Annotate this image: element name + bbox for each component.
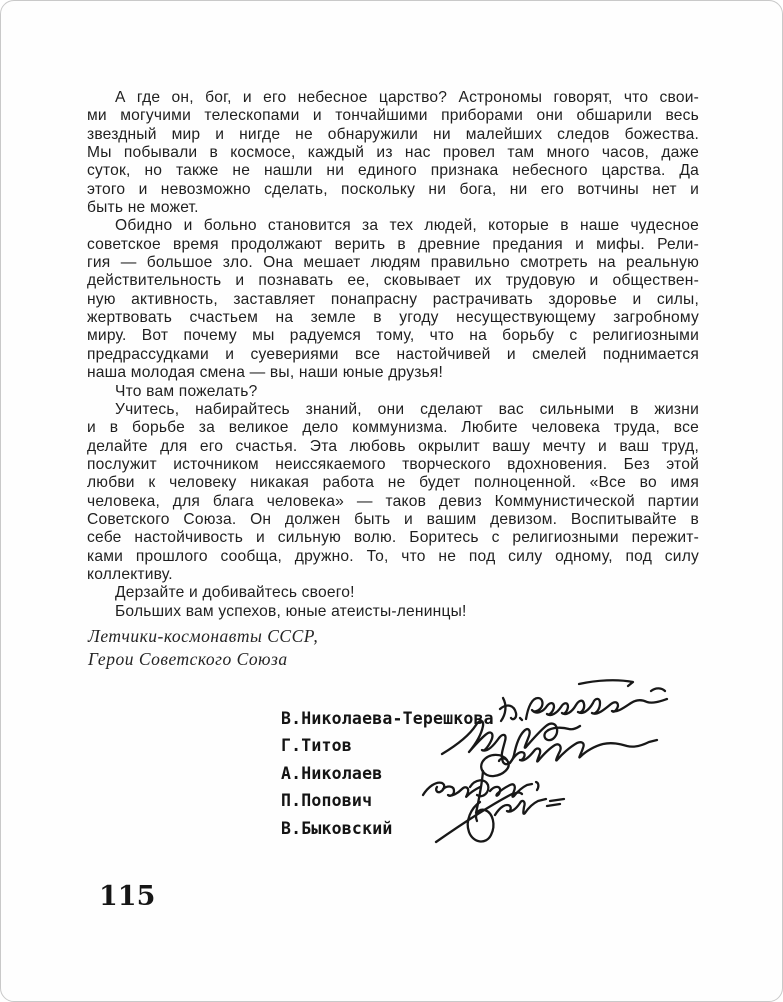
handwritten-signatures [419, 674, 709, 879]
text-line: советское время продолжают верить в древние предания и мифы. Рели- [87, 235, 699, 253]
signatory-name: А.Николаев [281, 763, 383, 783]
text-line: послужит источником неиссякаемого творческого вдохновения. Без этой [87, 455, 699, 473]
text-line: А где он, бог, и его небесное царство? Астрономы говорят, что свои- [115, 89, 699, 106]
text-line: любви к человеку никакая работа не будет полноценной. «Все во имя [87, 474, 699, 492]
text-line: гия — большое зло. Она мешает людям правильно смотреть на реальную [87, 254, 699, 272]
paragraph [87, 401, 699, 584]
body-text [87, 89, 699, 621]
text-line: быть не может. [87, 199, 199, 217]
paragraph [87, 603, 699, 621]
signatory-name: В.Быковский [281, 818, 393, 838]
text-line: себе настойчивость и сильную волю. Боритесь с религиозными пережит- [87, 529, 699, 547]
text-line: Что вам пожелать? [115, 382, 258, 400]
text-line: Больших вам успехов, юные атеисты-ленинцы! [115, 602, 467, 620]
signatory-name: Г.Титов [281, 736, 352, 756]
text-line: Дерзайте и добивайтесь своего! [115, 584, 355, 602]
signoff-line: Герои Советского Союза [88, 648, 288, 669]
signoff [88, 625, 318, 670]
text-line: наша молодая смена — вы, наши юные друзья! [87, 364, 444, 382]
paragraph [87, 89, 699, 217]
text-line: Учитесь, набирайтесь знаний, они сделают вас сильными в жизни [115, 400, 699, 418]
nikolaev-signature-icon [481, 740, 657, 776]
text-line: делайте для его счастья. Эта любовь окрылит вашу мечту и ваш труд, [87, 437, 699, 455]
signatory-name: В.Николаева-Терешкова [281, 709, 494, 728]
paragraph [87, 383, 699, 401]
text-line: этого и невозможно сделать, поскольку ни бога, ни его вотчины нет и [87, 180, 699, 198]
text-line: и в борьбе за великое дело коммунизма. Любите человека труда, все [87, 419, 699, 437]
paragraph [87, 584, 699, 602]
page-number: 115 [99, 881, 156, 912]
bykovsky-signature-icon [436, 793, 564, 843]
text-line: предрассудками и суевериями все настойчивей и смелей поднимается [87, 345, 699, 363]
text-line: Обидно и больно становится за тех людей, которые в наше чудесное [115, 217, 699, 235]
text-line: коллективу. [87, 565, 173, 583]
text-line: Мы побывали в космосе, каждый из нас провел там много часов, даже [87, 144, 699, 162]
text-line: жертвовать счастьем на земле в угоду несуществующему загробному [87, 309, 699, 327]
signatory-name: П.Попович [281, 791, 373, 811]
text-line: суток, но также не нашли ни единого признака небесного царства. Да [87, 162, 699, 180]
text-line: действительность и познавать ее, сковывает их трудовую и обществен- [87, 272, 699, 290]
text-line: ками прошлого сообща, дружно. То, что не под силу одному, под силу [87, 547, 699, 565]
text-line: звездный мир и нигде не обнаружили ни малейших следов божества. [87, 125, 699, 143]
text-line: Советского Союза. Он должен быть и вашим девизом. Воспитывайте в [87, 510, 699, 528]
signoff-line: Летчики-космонавты СССР, [88, 626, 319, 646]
paragraph [87, 217, 699, 382]
tereshkova-signature-icon [500, 680, 667, 721]
text-line: человека, для блага человека» — таков девиз Коммунистической партии [87, 492, 699, 510]
text-line: ную активность, заставляет понапрасну растрачивать здоровье и силы, [87, 290, 699, 308]
text-line: миру. Вот почему мы радуемся тому, что на борьбу с религиозными [87, 327, 699, 345]
text-line: ми могучими телескопами и тончайшими приборами они обшарили весь [87, 107, 699, 125]
